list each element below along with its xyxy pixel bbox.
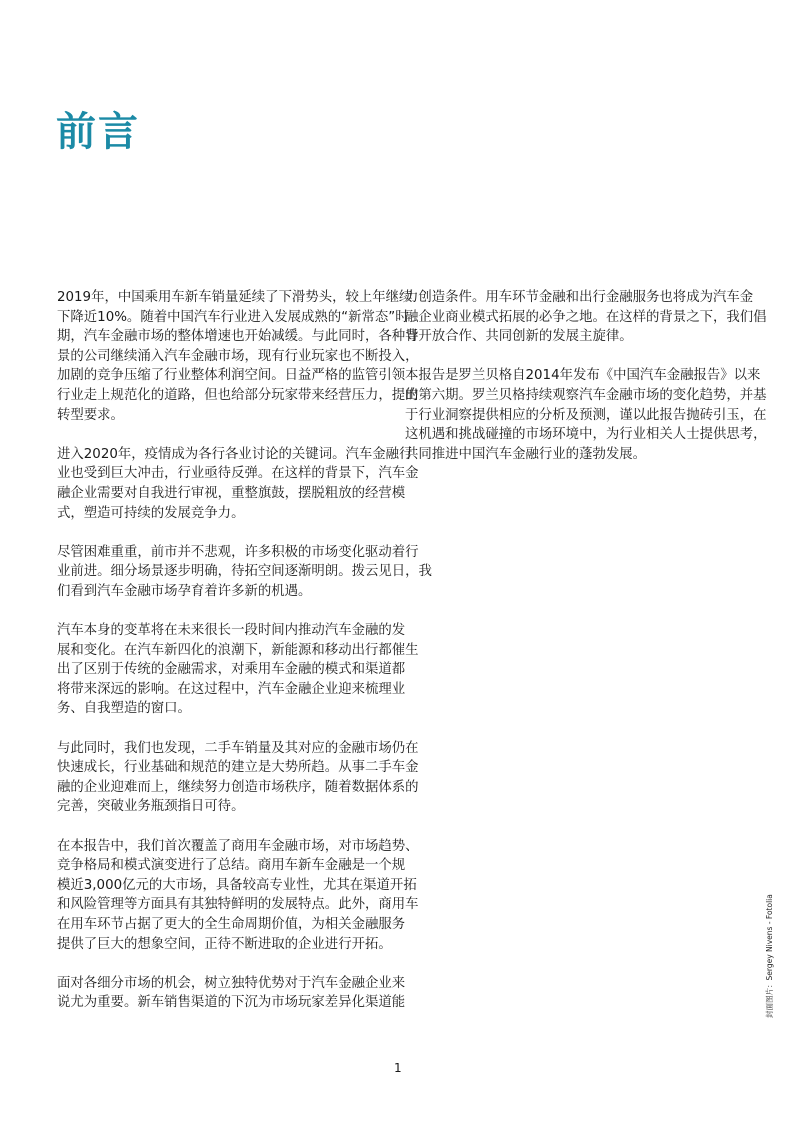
- text-line: 加剧的竞争压缩了行业整体利润空间。日益严格的监管引领: [57, 368, 406, 384]
- text-line: 景的公司继续涌入汽车金融市场，现有行业玩家也不断投入，: [57, 348, 419, 364]
- text-line: 力创造条件。用车环节金融和出行金融服务也将成为汽车金: [405, 290, 754, 305]
- text-line: 共同推进中国汽车金融行业的蓬勃发展。: [405, 446, 647, 462]
- text-line: 期，汽车金融市场的整体增速也开始减缓。与此同时，各种背: [57, 329, 419, 345]
- text-line: 导开放合作、共同创新的发展主旋律。: [405, 329, 633, 345]
- paragraph: [57, 621, 419, 719]
- text-line: 融企业需要对自我进行审视，重整旗鼓，摆脱粗放的经营模: [57, 485, 406, 501]
- text-line: 完善，突破业务瓶颈指日可待。: [57, 799, 245, 815]
- text-line: 竞争格局和模式演变进行了总结。商用车新车金融是一个规: [57, 858, 406, 874]
- text-line: 本报告是罗兰贝格自2014年发布《中国汽车金融报告》以来: [405, 368, 761, 384]
- text-line: 面对各细分市场的机会，树立独特优势对于汽车金融企业来: [57, 975, 406, 991]
- text-line: 式，塑造可持续的发展竞争力。: [57, 505, 245, 521]
- text-line: 融的企业迎难而上，继续努力创造市场秩序，随着数据体系的: [57, 779, 419, 795]
- text-line: 模近3,000亿元的大市场，具备较高专业性，尤其在渠道开拓: [57, 877, 417, 893]
- text-line: 尽管困难重重，前市并不悲观，许多积极的市场变化驱动着行: [57, 544, 419, 560]
- text-line: 融企业商业模式拓展的必争之地。在这样的背景之下，我们倡: [405, 309, 767, 325]
- text-line: 务、自我塑造的窗口。: [57, 701, 191, 717]
- text-line: 于行业洞察提供相应的分析及预测，谨以此报告抛砖引玉，在: [405, 407, 767, 423]
- text-line: 这机遇和挑战碰撞的市场环境中，为行业相关人士提供思考，: [405, 427, 767, 443]
- text-line: 的第六期。罗兰贝格持续观察汽车金融市场的变化趋势，并基: [405, 387, 767, 403]
- text-line: 展和变化。在汽车新四化的浪潮下，新能源和移动出行都催生: [57, 642, 419, 658]
- paragraph: [57, 739, 419, 817]
- page-title: 前言: [56, 109, 140, 155]
- paragraph: [405, 288, 767, 347]
- paragraph: [57, 543, 432, 602]
- paragraph: [57, 974, 406, 1013]
- paragraph: [57, 837, 419, 955]
- text-line: 和风险管理等方面具有其独特鲜明的发展特点。此外，商用车: [57, 897, 419, 913]
- text-line: 行业走上规范化的道路，但也给部分玩家带来经营压力，提出: [57, 387, 419, 403]
- left-column: [57, 288, 432, 1033]
- page-number: 1: [394, 1061, 402, 1075]
- text-line: 业也受到巨大冲击，行业亟待反弹。在这样的背景下，汽车金: [57, 466, 419, 482]
- text-line: 出了区别于传统的金融需求，对乘用车金融的模式和渠道都: [57, 662, 406, 678]
- paragraph: [405, 366, 767, 464]
- paragraph: [57, 288, 419, 425]
- paragraph: [57, 445, 419, 523]
- text-line: 在本报告中，我们首次覆盖了商用车金融市场，对市场趋势、: [57, 838, 419, 854]
- text-line: 下降近10%。随着中国汽车行业进入发展成熟的“新常态”时: [57, 309, 409, 325]
- text-line: 说尤为重要。新车销售渠道的下沉为市场玩家差异化渠道能: [57, 995, 406, 1011]
- text-line: 2019年，中国乘用车新车销量延续了下滑势头，较上年继续: [57, 290, 413, 305]
- text-line: 将带来深远的影响。在这过程中，汽车金融企业迎来梳理业: [57, 681, 406, 697]
- photo-credit: 封面图片：Sergey Nivens - Fotolia: [765, 894, 774, 1018]
- right-column: [405, 288, 767, 484]
- text-line: 在用车环节占据了更大的全生命周期价值，为相关金融服务: [57, 917, 406, 932]
- text-line: 快速成长，行业基础和规范的建立是大势所趋。从事二手车金: [57, 760, 419, 776]
- text-line: 与此同时，我们也发现，二手车销量及其对应的金融市场仍在: [57, 740, 419, 756]
- text-line: 转型要求。: [57, 407, 124, 423]
- text-line: 业前进。细分场景逐步明确，待拓空间逐渐明朗。拨云见日，我: [57, 564, 432, 580]
- text-line: 提供了巨大的想象空间，正待不断进取的企业进行开拓。: [57, 936, 392, 952]
- text-line: 们看到汽车金融市场孕育着许多新的机遇。: [57, 583, 312, 599]
- text-line: 进入2020年，疫情成为各行各业讨论的关键词。汽车金融行: [57, 446, 413, 462]
- text-line: 汽车本身的变革将在未来很长一段时间内推动汽车金融的发: [57, 623, 406, 639]
